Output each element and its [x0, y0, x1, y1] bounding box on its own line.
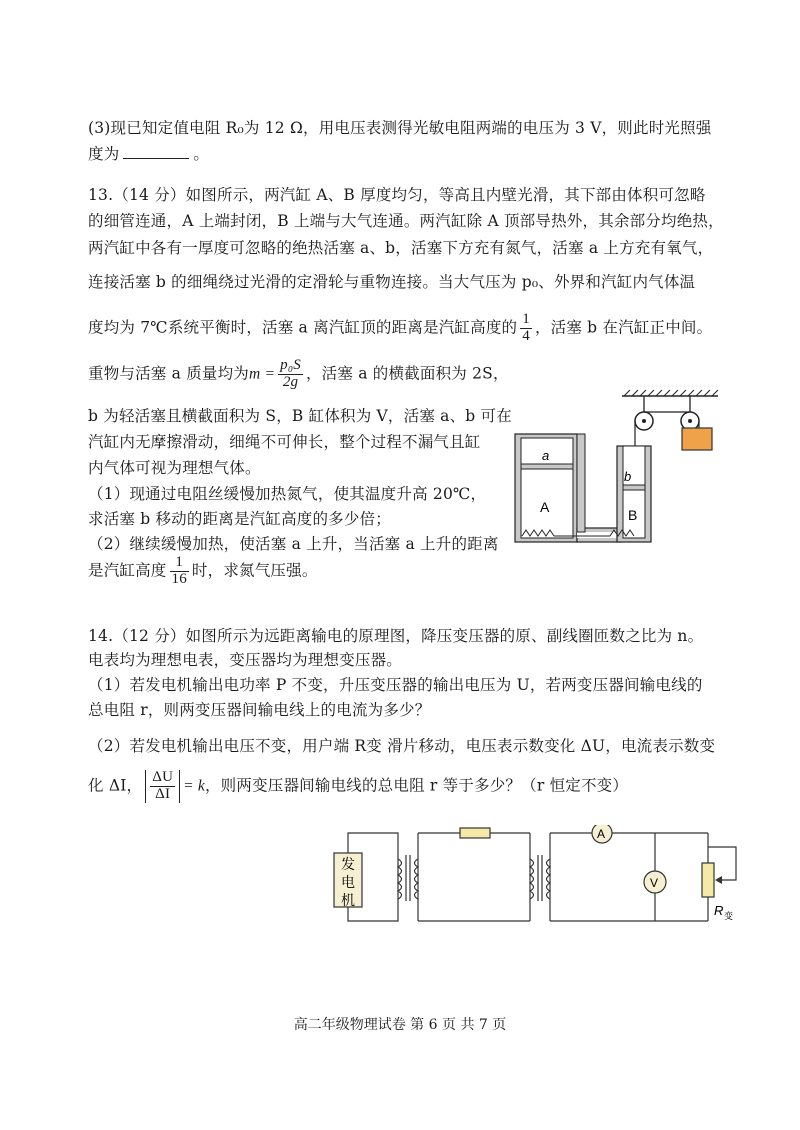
frac-num: p₀S	[280, 357, 301, 373]
q13-line6	[88, 358, 509, 391]
q13-line9: 内气体可视为理想气体。	[88, 459, 261, 477]
fraction-one-quarter	[520, 312, 532, 345]
line-resistor	[460, 828, 490, 838]
label-A: A	[540, 499, 550, 515]
q12-part3-line2	[88, 142, 209, 164]
q14-line6-b: ，则两变压器间输电线的总电阻 r 等于多少？（r 恒定不变）	[204, 776, 629, 795]
q13-line13-a: 是汽缸高度	[88, 561, 167, 580]
delta-frac	[150, 770, 175, 803]
voltmeter-label: V	[650, 876, 659, 890]
equals-k: = k	[183, 777, 205, 795]
q14-line6-a: 化 ΔI，	[88, 776, 143, 795]
generator-char-1: 发	[341, 856, 355, 872]
q14-line3: （1）若发电机输出电功率 P 不变，升压变压器的输出电压为 U，若两变压器间输电线的	[88, 676, 703, 694]
q12-part3-line2-end: 。	[193, 145, 210, 163]
fraction-one-sixteenth	[170, 555, 189, 588]
rheostat	[702, 863, 714, 897]
page-footer: 高二年级物理试卷 第 6 页 共 7 页	[293, 1017, 507, 1033]
label-b: b	[624, 469, 632, 484]
q13-line1: 13.（14 分）如图所示，两汽缸 A、B 厚度均匀，等高且内壁光滑，其下部由体积可忽略	[88, 186, 706, 204]
mass-formula: m =	[249, 365, 276, 383]
q13-line5	[88, 312, 712, 345]
ammeter-label: A	[597, 827, 606, 841]
q12-part3-line1: (3)现已知定值电阻 R₀为 12 Ω，用电压表测得光敏电阻两端的电压为 3 V，则此时光照强	[88, 119, 712, 137]
piston-a	[521, 464, 573, 469]
q13-line6-b: ，活塞 a 的横截面积为 2S，	[305, 364, 509, 383]
q13-line2: 的细管连通，A 上端封闭，B 上端与大气连通。两汽缸除 A 顶部导热外，其余部分均绝热，	[88, 212, 724, 230]
label-a: a	[542, 448, 550, 463]
frac-num: 1	[170, 555, 189, 572]
answer-blank[interactable]	[123, 146, 189, 159]
q13-line3: 两汽缸中各有一厚度可忽略的绝热活塞 a、b，活塞下方充有氮气，活塞 a 上方充有氧气，	[88, 239, 714, 257]
q13-line5-b: ，活塞 b 在汽缸正中间。	[534, 318, 713, 337]
q12-part3-line2-text: 度为	[88, 145, 120, 163]
cylinder-diagram	[510, 388, 730, 558]
q13-line4: 连接活塞 b 的细绳绕过光滑的定滑轮与重物连接。当大气压为 p₀、外界和汽缸内气体温	[88, 273, 696, 291]
frac-den: ΔI	[155, 785, 171, 802]
q13-line13	[88, 555, 318, 588]
rheostat-sub: 变	[724, 911, 734, 921]
q13-line13-b: 时，求氮气压强。	[191, 561, 318, 580]
frac-den: 16	[171, 570, 187, 587]
frac-num: ΔU	[152, 769, 174, 785]
q13-line5-a: 度均为 7℃系统平衡时，活塞 a 离汽缸顶的距离是汽缸高度的	[88, 318, 518, 337]
q13-line11: 求活塞 b 移动的距离是汽缸高度的多少倍；	[88, 510, 391, 528]
q13-line8: 汽缸内无摩擦滑动，细绳不可伸长，整个过程不漏气且缸	[88, 433, 481, 451]
transmission-circuit	[320, 825, 760, 935]
fraction-p0s-2g	[278, 358, 303, 391]
q13-line6-a: 重物与活塞 a 质量均为	[88, 364, 249, 383]
abs-delta-fraction	[145, 770, 180, 803]
q14-line2: 电表均为理想电表，变压器均为理想变压器。	[88, 651, 403, 669]
piston-b	[623, 485, 645, 490]
q14-line1: 14.（12 分）如图所示为远距离输电的原理图，降压变压器的原、副线圈匝数之比为 n。	[88, 627, 704, 645]
q13-line12: （2）继续缓慢加热，使活塞 a 上升，当活塞 a 上升的距离	[88, 535, 499, 553]
frac-num: 1	[522, 311, 530, 327]
q14-line5: （2）若发电机输出电压不变，用户端 R变 滑片移动，电压表示数变化 ΔU，电流表示数变	[88, 737, 716, 755]
frac-den: 2g	[282, 373, 299, 390]
q13-line10: （1）现通过电阻丝缓慢加热氮气，使其温度升高 20℃，	[88, 485, 487, 503]
generator-char-3: 机	[341, 892, 355, 908]
generator-char-2: 电	[341, 874, 355, 890]
weight-block	[682, 428, 712, 450]
q13-line7: b 为轻活塞且横截面积为 S，B 缸体积为 V，活塞 a、b 可在	[88, 407, 512, 425]
label-B: B	[628, 507, 638, 523]
q14-line6	[88, 770, 628, 803]
frac-den: 4	[522, 327, 530, 344]
rheostat-label: R	[714, 903, 724, 918]
q14-line4: 总电阻 r，则两变压器间输电线上的电流为多少？	[88, 701, 431, 719]
